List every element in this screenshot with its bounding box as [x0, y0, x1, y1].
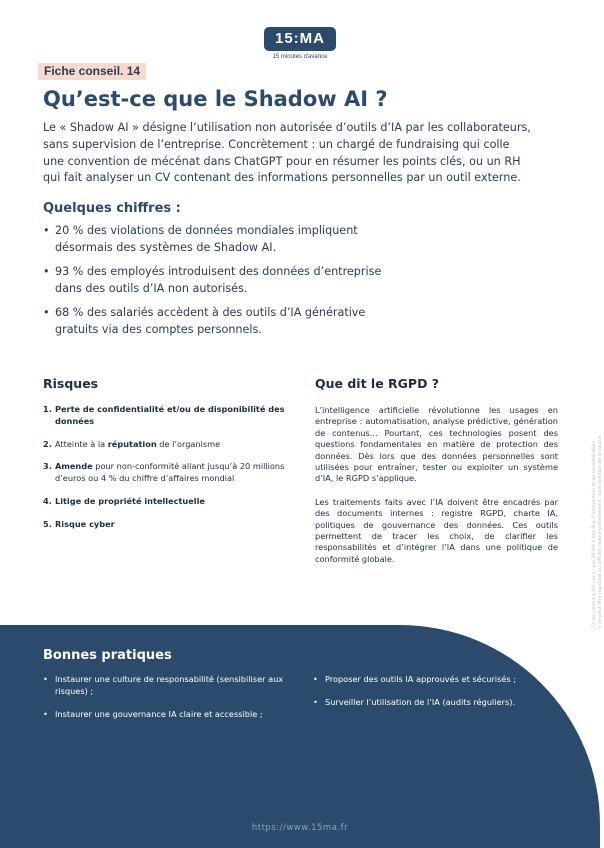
- risque-text: de l’organisme: [156, 438, 221, 449]
- risque-text: pour non-conformité allant jusqu’à 20 millions d’euros ou 4 % du chiffre d’affaires mondial: [55, 461, 285, 484]
- chiffres-heading: Quelques chiffres :: [43, 201, 181, 216]
- risque-bold: réputation: [107, 438, 157, 449]
- risque-item: [43, 519, 293, 531]
- risque-item: [43, 496, 293, 508]
- intro-line: une convention de mécénat dans ChatGPT pour en résumer les points clés, ou un RH: [43, 154, 521, 168]
- chiffres-list: [43, 223, 423, 346]
- bonnes-pratiques-list-right: [313, 673, 553, 719]
- risque-number: 5.: [43, 518, 52, 529]
- rgpd-body: [315, 405, 558, 577]
- rgpd-heading: Que dit le RGPD ?: [315, 376, 440, 391]
- risque-number: 4.: [43, 495, 52, 506]
- side-note-line: Il ne peut être reproduit ou diffusé, même partiellement, sans mention de la source.: [598, 434, 603, 628]
- risque-number: 2.: [43, 438, 52, 449]
- intro-line: Le « Shadow AI » désigne l’utilisation non autorisée d’outils d’IA par les collaborateurs,: [43, 121, 531, 134]
- chiffre-line: • 68 % des salariés accèdent à des outils d’IA générative: [55, 306, 366, 319]
- chiffre-line: gratuits via des comptes personnels.: [55, 322, 262, 336]
- pratique-item: • Surveiller l’utilisation de l’IA (audits réguliers).: [313, 696, 553, 708]
- risque-bold: Litige de propriété intellectuelle: [55, 495, 205, 506]
- risque-bold: Risque cyber: [55, 518, 115, 529]
- bonnes-pratiques-heading: Bonnes pratiques: [43, 648, 172, 663]
- side-legal-note: [592, 372, 603, 628]
- rgpd-paragraph: Les traitements faits avec l’IA doivent être encadrés par des documents internes : registre RGPD, charte IA, politiques de gouvernance des données. Ces outils permettent de tracer les choix, de clarifier les responsabilités et d’intégrer l’IA dans une politique de conformité globale.: [315, 496, 558, 564]
- risque-bold: Amende: [55, 461, 93, 472]
- side-note-line: Ce document a été conçu par 15:MA à des fins d’information et de sensibilisation.: [592, 439, 597, 628]
- intro-line: qui fait analyser un CV contenant des informations personnelles par un outil externe.: [43, 171, 521, 185]
- risque-bold: Perte de confidentialité et/ou de disponibilité des données: [55, 404, 285, 426]
- bonnes-pratiques-list-left: [43, 673, 293, 731]
- pratique-item: • Instaurer une gouvernance IA claire et accessible ;: [43, 708, 293, 720]
- pratique-item: • Proposer des outils IA approuvés et sécurisés ;: [313, 673, 553, 685]
- fiche-label: Fiche conseil. 14: [38, 63, 146, 80]
- chiffre-line: • 20 % des violations de données mondiales impliquent: [55, 224, 358, 237]
- logo-mark: 15:MA: [264, 27, 336, 51]
- risques-heading: Risques: [43, 376, 99, 391]
- rgpd-paragraph: L’intelligence artificielle révolutionne les usages en entreprise : automatisation, analyse prédictive, génération de contenus... Pourtant, ces technologies posent des questions fondamentales en matière de protection des données. Dès lors que des données personnelles sont utilisées pour entraîner, tester ou exploiter un système d’IA, le RGPD s’applique.: [315, 405, 558, 484]
- risques-list: [43, 404, 293, 542]
- chiffre-line: • 93 % des employés introduisent des données d’entreprise: [55, 265, 382, 278]
- risque-item: [43, 404, 293, 428]
- chiffre-item: [43, 223, 423, 256]
- chiffre-item: [43, 264, 423, 297]
- risque-text: Atteinte à la: [55, 438, 108, 449]
- logo: [262, 27, 338, 60]
- risque-item: [43, 461, 293, 485]
- chiffre-line: dans des outils d’IA non autorisés.: [55, 281, 248, 295]
- page-title: Qu’est-ce que le Shadow AI ?: [43, 87, 388, 111]
- logo-tagline: 15 minutes d'avance: [272, 54, 328, 60]
- chiffre-line: désormais des systèmes de Shadow AI.: [55, 240, 277, 254]
- chiffre-item: [43, 305, 423, 338]
- website-link[interactable]: https://www.15ma.fr: [251, 823, 349, 833]
- risque-number: 3.: [43, 461, 52, 472]
- intro-line: sans supervision de l’entreprise. Concrètement : un chargé de fundraising qui colle: [43, 137, 510, 151]
- risque-number: 1.: [43, 404, 52, 414]
- risque-item: [43, 439, 293, 451]
- intro-paragraph: [43, 120, 563, 187]
- pratique-item: • Instaurer une culture de responsabilité (sensibiliser aux risques) ;: [43, 673, 293, 697]
